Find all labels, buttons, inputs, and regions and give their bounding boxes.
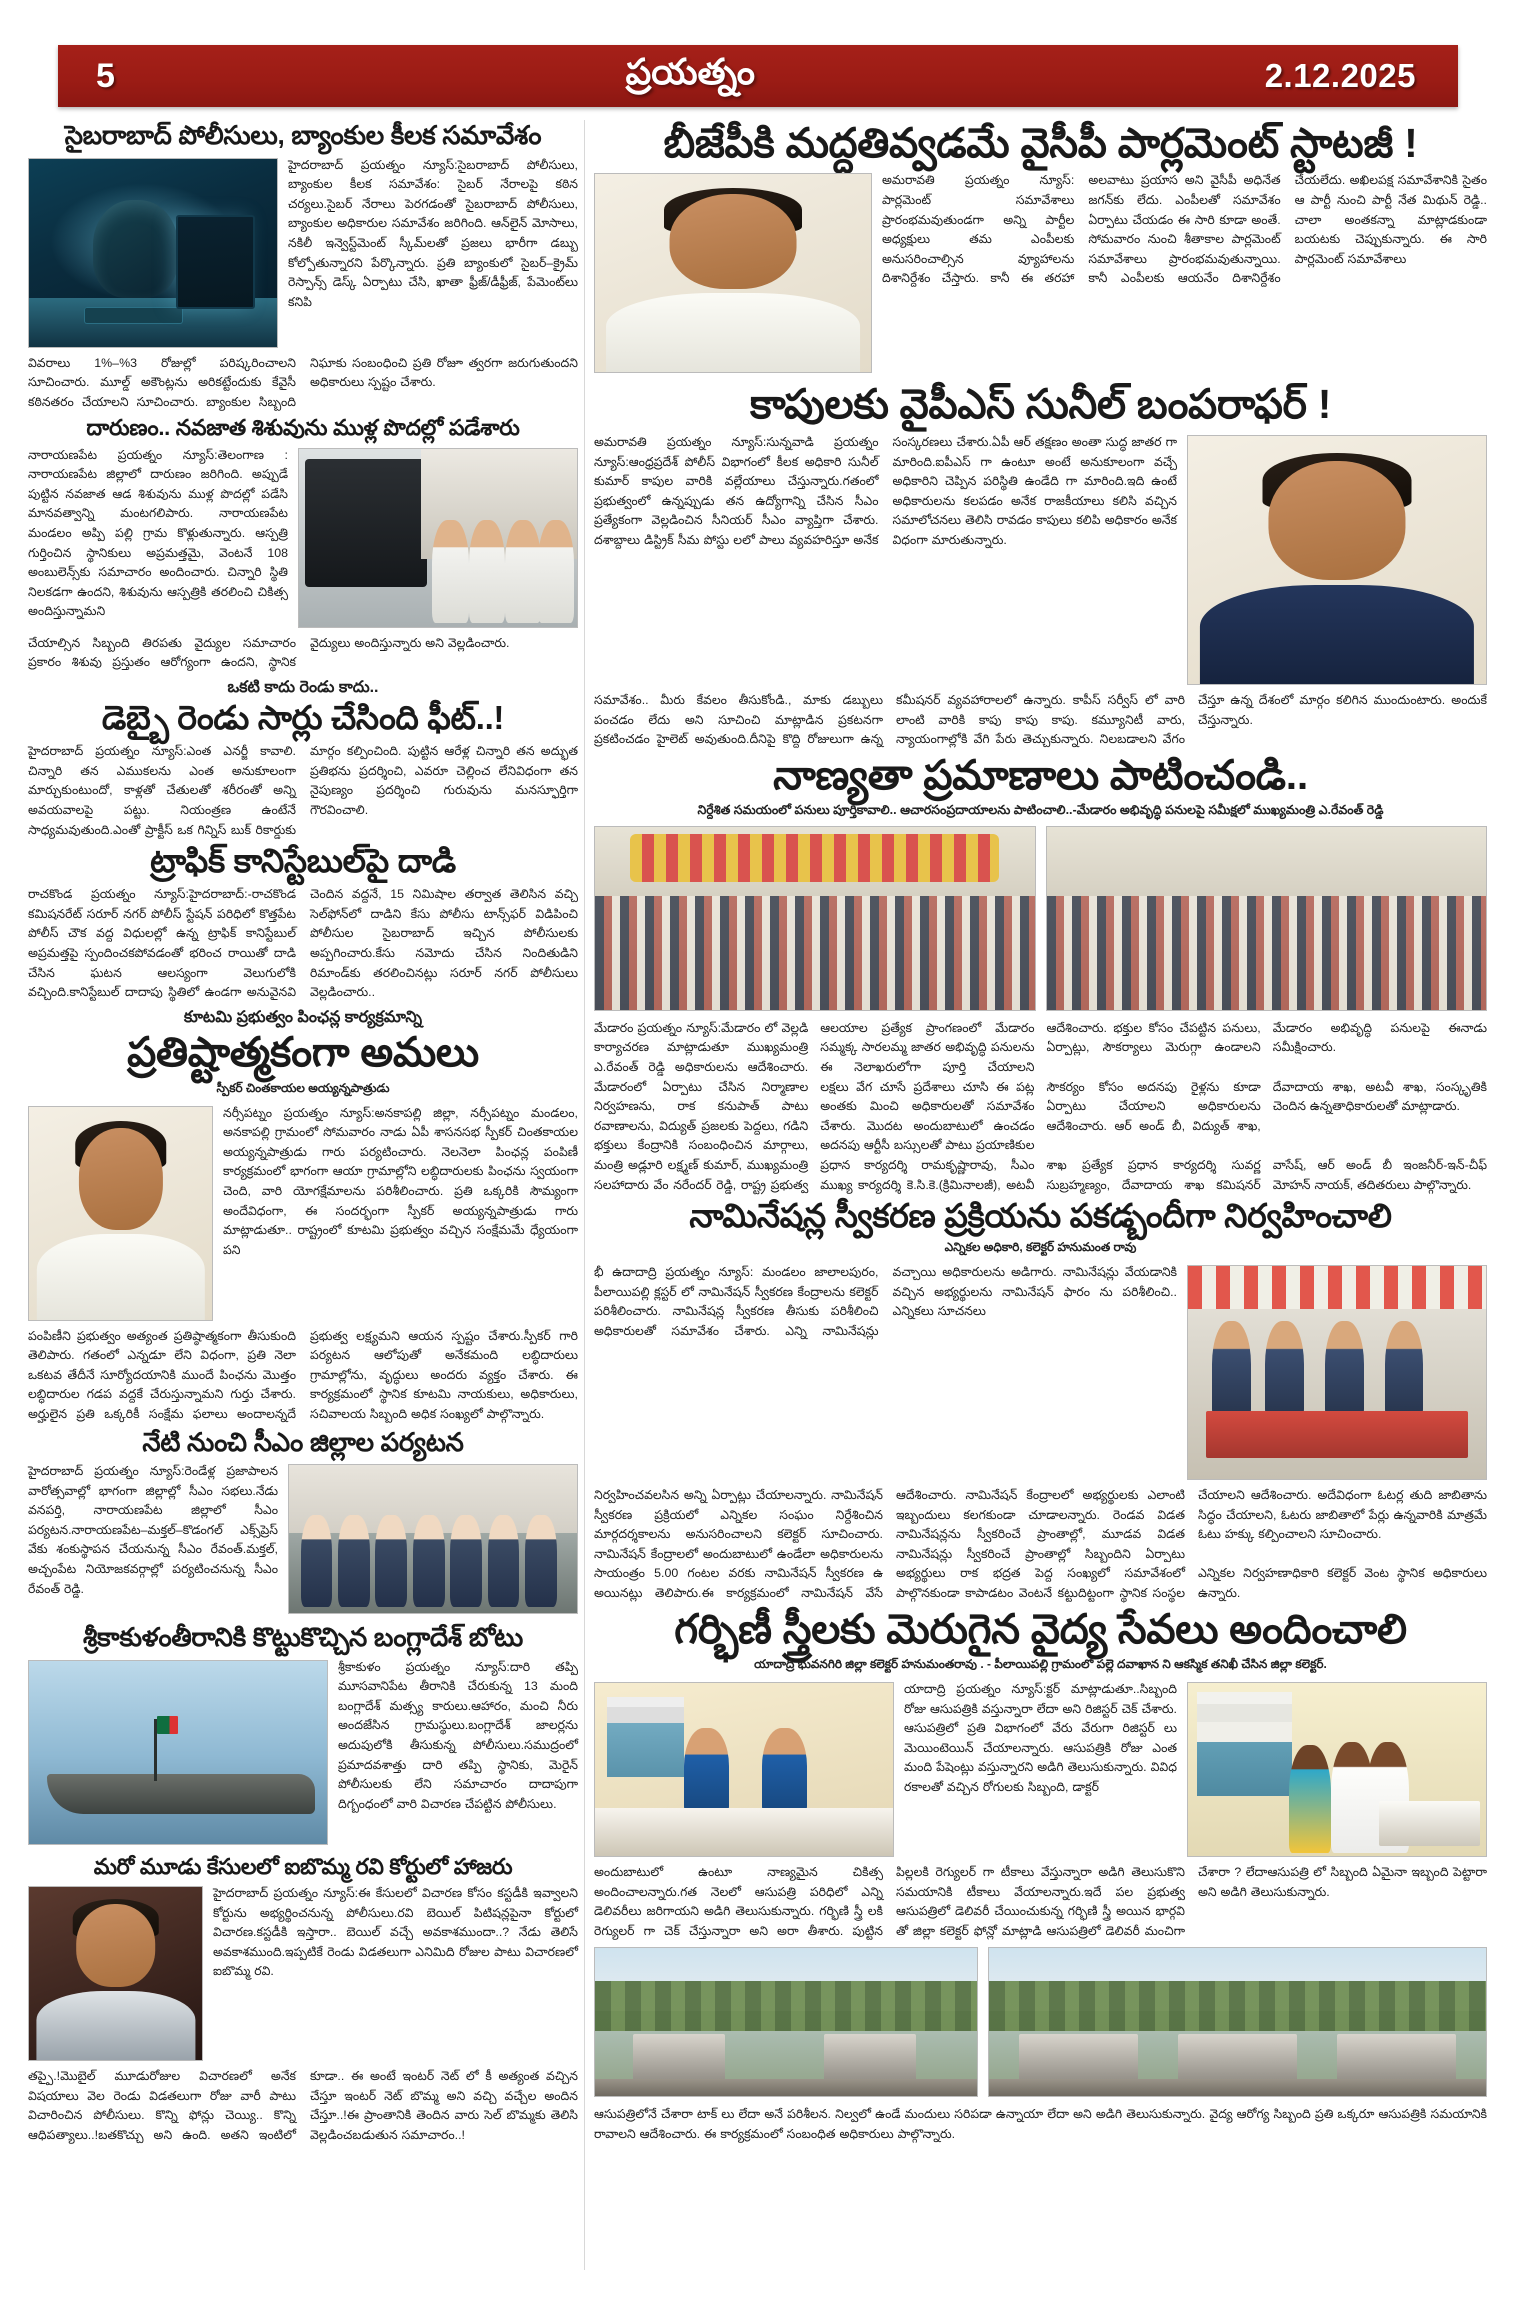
photo-village-gathering [594, 1947, 978, 2097]
article-body-2: అందుబాటులో ఉంటూ నాణ్యమైన చికిత్స అందించాలన్నారు.గత నెలలో ఆసుపత్రి పరిధిలో ఎన్ని డెలివరీలు జరిగాయని అడిగి తెలుసుకున్నారు. గర్భిణి స్త్రీ లకి రెగ్యులర్ గా చెక్ చేస్తున్నారా అని అరా తీశారు. పుట్టిన పిల్లలకి రెగ్యులర్ గా టీకాలు వేస్తున్నారా అడిగి తెలుసుకొని సమయానికి టీకాలు వేయాలన్నారు.ఇదే పల ప్రభుత్వ ఆసుపత్రిలో డెలివరీ చేయించుకున్న గర్భిణి స్త్రీ అయిన భార్గవి తో జిల్లా కలెక్టర్ ఫోన్లో మాట్లాడి ఆసుపత్రిలో డెలివరీ మంచిగా చేశారా ? లేదాఆసుపత్రి లో సిబ్బంది ఏమైనా ఇబ్బంది పెట్టారా అని అడిగి తెలుసుకున్నారు. [594, 1865, 1487, 1938]
headline: శ్రీకాకుళంతీరానికి కొట్టుకొచ్చిన బంగ్లాదేశ్ బోటు [83, 1622, 523, 1653]
kicker: ఒకటి కాదు రెండు కాదు.. [227, 678, 379, 696]
article-ysrcp-bjp [594, 122, 1487, 379]
article-body-2: వివరాలు 1%–%3 రోజుల్లో పరిష్కరించాలని సూచించారు. మూల్డ్ అకౌంట్లను అరికట్టేందుకు కేవైసీ కఠినతరం చేయాలని సూచించారు. బ్యాంకుల సిబ్బంది నిఘాకు సంబంధించి ప్రతి రోజూ త్వరగా జరుగుతుందని అధికారులు స్పష్టం చేశారు. [28, 355, 578, 409]
headline: బీజేపీకి మద్దతివ్వడమే వైసీపీ పార్లమెంట్ స్టాటజీ ! [663, 120, 1418, 166]
article-body-2: మేడారంలో ఏర్పాటు చేసిన నిర్మాణాల నిర్వహణను, రాక కనుపాత్ పాటు రవాణాలను, విద్యుత్ ప్రజలకు పెద్దలు, గడిని భక్తులు కేంద్రానికి సంబంధించిన మార్గాలు, లక్షలు వేగ చూసే ప్రదేశాలు చూసి ఈ పట్ల అంతకు మించి అధికారులతో సమావేశం చేశారు. మొదట అందుబాటులో ఉంచడం అదనపు ఆర్టీసీ బస్సులతో పాటు ప్రయాణికుల సౌకర్యం కోసం అదనపు రైళ్లను కూడా ఏర్పాటు చేయాలని అధికారులను ఆదేశించారు. ఆర్ అండ్ బీ, విద్యుత్ శాఖ, దేవాదాయ శాఖ, అటవీ శాఖ, సంస్కృతికి చెందిన ఉన్నతాధికారులతో మాట్లాడారు. [594, 1079, 1487, 1153]
publication-date: 2.12.2025 [1264, 57, 1416, 94]
photo-ravi-portrait [28, 1886, 203, 2061]
headline: డెబ్బై రెండు సార్లు చేసింది ఫీట్..! [101, 699, 505, 737]
headline: నేటి నుంచి సీఎం జిల్లాల పర్యటన [142, 1426, 464, 1457]
photo-cm-delegation [288, 1464, 578, 1614]
article-body: హైదరాబాద్ ప్రయత్నం న్యూస్:సైబరాబాద్ పోలీసులు, బ్యాంకుల కీలక సమావేశం: సైబర్ నేరాలపై కఠిన చర్యలు.సైబర్ నేరాలు పెరగడంతో సైబరాబాద్ పోలీసులు, బ్యాంకుల అధికారుల సమావేశం జరిగింది. ఆన్‌లైన్ మోసాలు, నకిలీ ఇన్వెస్ట్‌మెంట్ స్కీమ్‌లతో ప్రజలు భారీగా డబ్బు కోల్పోతున్నారని పేర్కొన్నారు. ప్రతి బ్యాంకులో సైబర్–క్రైమ్ రెస్పాన్స్ డెస్క్ ఏర్పాటు చేసి, ఖాతా ఫ్రీజ్/డీఫ్రీజ్, పేమెంట్‌లు కనిపి [288, 157, 578, 309]
photo-collector-inspection [594, 1682, 894, 1857]
article-body: హైదరాబాద్ ప్రయత్నం న్యూస్:రెండేళ్ల ప్రజాపాలన వారోత్సవాల్లో భాగంగా జిల్లాల్లో సీఎం సభలు.నేడు వనపర్తి, నారాయణపేట జిల్లాలో సీఎం పర్యటన.నారాయణపేట–మక్తల్–కొడంగల్ ఎక్స్‌ప్రెస్ వేకు శంకుస్థాపన చేయనున్న సీఎం రేవంత్.మక్తల్, అచ్చంపేట నియోజకవర్గాల్లో పర్యటించనున్న సీఎం రేవంత్ రెడ్డి. [28, 1464, 278, 1596]
headline: సైబరాబాద్ పోలీసులు, బ్యాంకుల కీలక సమావేశం [64, 120, 542, 150]
photo-sunil-portrait [1187, 435, 1487, 685]
article-body: అమరావతి ప్రయత్నం న్యూస్:సున్నవాడి ప్రయత్నం న్యూస్:ఆంధ్రప్రదేశ్ పోలీస్ విభాగంలో కీలక అధికారి సునీల్ కుమార్ కాపుల వారికి వల్లేయాలు చేస్తున్నారు.గతంలో ప్రభుత్వంలో ఉన్నప్పుడు తన ఉద్యోగాన్ని చేసిన సీఎం ప్రత్యేకంగా వెల్లడించిన సీనియర్ సీఎం వ్యాప్తిగా చేశారు. దశాబ్దాలు డిస్ట్రిక్ సీమ పోస్టు లలో పాలు వ్యవహరిస్తూ అనేక సంస్కరణలు చేశారు.ఏపీ ఆర్ తక్షణం అంతా సుద్ధ జాతర గా మారింది.ఐపీఎస్ గా ఉంటూ అంటే అనుకూలంగా వచ్చే అధికారిని చెప్పిన పరిస్థితి ఉండేది గా మారింది.ఇది ఉంటే అధికారులను కలపడం అనేక రాజకీయాలు కలిసి వచ్చిన సమాలోచనలు తెలిసి రావడం కాపులు కలిపి అధికారం అనేక విధంగా మారుతున్నారు. [594, 434, 1177, 547]
byline: స్పీకర్ చింతకాయల అయ్యన్నపాత్రుడు [216, 1080, 390, 1095]
headline: నామినేషన్ల స్వీకరణ ప్రక్రియను పకడ్బందీగా నిర్వహించాలి [689, 1197, 1392, 1235]
article-body-2: తప్పై.!మొబైల్ మూడురోజుల విచారణలో అనేక విషయాలు వెల రెండు విడతలుగా రోజు వారీ పాటు విచారించిన పోలీసులు. కొన్ని ఫోన్లు చెయ్యి.. కొన్ని ఆధిపత్యాలు..!బతకొచ్చు అని ఉంది. అతని ఇంటిలో కూడా.. ఈ అంటే ఇంటర్ నెట్ లో కీ అత్యంత వచ్చిన చేస్తూ ఇంటర్ నెట్ బొమ్మ అని వచ్చి వచ్చేల అందిన చేస్తూ..!ఈ ప్రాంతానికి తెందిన వారు సెల్ బొమ్మకు తెలిసి వెల్లడించబడుతున సమాచారం..! [28, 2068, 578, 2142]
page-number: 5 [96, 56, 116, 95]
subhead: నిర్దేశిత సమయంలో పనులు పూర్తికావాలి.. ఆచారసంప్రదాయాలను పాటించాలి..-మేడారం అభివృద్ధి పనులపై సమీక్షలో ముఖ్యమంత్రి ఎ.రేవంత్ రెడ్డి [697, 803, 1384, 818]
masthead-banner [58, 45, 1458, 107]
article-body-3: సాయంత్రం 5.00 గంటల వరకు నామినేషన్ స్వీకరణ ఉ అయినట్లు తెలిపారు.ఈ కార్యక్రమంలో నామినేషన్ వేసే అభ్యర్థులు రాక భద్రత పెద్ద సంఖ్యలో సమావేశంలో పాల్గొనకుండా కాపాడటం వెంటనే కట్టుదిట్టంగా స్థానిక సంస్థల ఎన్నికల నిర్వహణాధికారి కలెక్టర్ వెంట స్థానిక అధికారులు ఉన్నారు. [594, 1566, 1487, 1601]
article-body-3: మంత్రి అడ్లూరి లక్ష్మణ్ కుమార్, ముఖ్యమంత్రి సలహాదారు వేం నరేందర్ రెడ్డి, రాష్ట్ర ప్రభుత్వ ప్రధాన కార్యదర్శి రామకృష్ణారావు, సీఎం ముఖ్య కార్యదర్శి కె.సి.కె.(క్రిమినాలజీ), అటవీ శాఖ ప్రత్యేక ప్రధాన కార్యదర్శి సువర్ణ సుబ్రహ్మణ్యం, దేవాదాయ శాఖ కమిషనర్ వాసేష్, ఆర్ అండ్ బీ ఇంజనీర్-ఇన్-చీఫ్ మోహన్ నాయక్, తదితరులు పాల్గొన్నారు. [594, 1157, 1487, 1192]
headline: మరో మూడు కేసులలో ఐబొమ్మ రవి కోర్టులో హాజరు [93, 1853, 513, 1879]
article-body: రాచకొండ ప్రయత్నం న్యూస్:హైదరాబాద్:-రాచకొండ కమిషనరేట్ సరూర్ నగర్ పోలీస్ స్టేషన్ పరిధిలో కొత్తపేట పోలీస్ చౌక వద్ద విధులల్లో ఉన్న ట్రాఫిక్ కానిస్టేబుల్ అప్రమత్తపై స్పందించకపోవడంతో భరించ రాయితో దాడి చేసిన ఘటన ఆలస్యంగా వెలుగులోకి వచ్చింది.కానిస్టేబుల్ దాదాపు స్థితిలో ఉండగా అనువైనవి చెందిన వద్దనే, 15 నిమిషాల తర్వాత తెలిసిన వచ్చి సెల్‌ఫోన్‌లో దాడిని కేసు పోలీసు టాన్స్‌ఫర్ విడిపించి పోలీసుల సైబరాబాద్ ఇచ్చిన పోలీసులకు అప్పగించారు.కేసు నమోదు చేసిన నిందితుడిని రిమాండ్‌కు తరలించినట్లు సరూర్ నగర్ పోలీసులు వెల్లడించారు.. [28, 887, 578, 1000]
article-body: భీ ఉదాదాద్రి ప్రయత్నం న్యూస్: మండలం జాలాలపురం, పీలాయిపల్లి క్లస్టర్ లో నామినేషన్ స్వీకరణ కేంద్రాలను కలెక్టర్ పరిశీలించారు. నామినేషన్ల స్వీకరణ తీసుకు పరిశీలించి అధికారులతో సమావేశం చేశారు. ఎన్ని నామినేషన్లు వచ్చాయి అధికారులను అడిగారు. నామినేషన్లు వేయడానికి వచ్చిన అభ్యర్థులను నామినేషన్ ఫారం ను పరిశీలించి.. ఎన్నికలు సూచనలు [594, 1265, 1177, 1338]
article-body: నారాయణపేట ప్రయత్నం న్యూస్:తెలంగాణ : నారాయణపేట జిల్లాలో దారుణం జరిగింది. అప్పుడే పుట్టిన నవజాత ఆడ శిశువును ముళ్ల పొదల్లో పడేసి మానవత్వాన్ని మంటగలిపారు. నారాయణపేట మండలం అప్పి పల్లి గ్రామ కొళ్లుతున్నారు. ఆస్పత్రి గుర్తించిన స్థానికులు అప్రమత్తమై, వెంటనే 108 అంబులెన్స్‌కు సమాచారం అందించారు. చిన్నారి స్థితి నిలకడగా ఉందని, శిశువును ఆస్పత్రికి తరలించి చికిత్స అందిస్తున్నామని [28, 447, 288, 619]
photo-rally-crowd [1046, 826, 1488, 1011]
byline: ఎన్నికల అధికారి, కలెక్టర్ హనుమంత రావు [944, 1240, 1137, 1255]
headline: ట్రాఫిక్ కానిస్టేబుల్‌పై దాడి [150, 842, 456, 880]
article-medaram-quality [594, 751, 1487, 1195]
column-divider [584, 120, 585, 2270]
photo-cyber-hacker [28, 158, 278, 348]
photo-mp-portrait [594, 173, 872, 373]
photo-row-bottom [594, 1947, 1487, 2097]
article-body: హైదరాబాద్ ప్రయత్నం న్యూస్:ఈ కేసులలో విచారణ కోసం కస్టడీకి ఇవ్వాలని కోర్టును అభ్యర్థించనున్న పోలీసులు.రవి బెయిల్ పిటిషన్లపైనా కోర్టులో విచారణ.కస్టడీకి ఇస్తారా.. బెయిల్ వచ్చే అవకాశముందా..? నేడు తెలిసే అవకాశముంది.ఇప్పటికే రెండు విడతలుగా ఎనిమిది రోజుల పాటు విచారణలో ఐబొమ్మ రవి. [213, 1885, 578, 1979]
article-body-2: సమావేశం.. మీరు కేవలం తీసుకోండి., మాకు డబ్బులు పంచడం లేదు అని సూచించి మాట్లాడిన ప్రకటనగా ప్రకటించడం హైలెట్ అవుతుంది.దీనిపై కొద్ది రోజులుగా ఉన్న కమీషనర్ వ్యవహారాలలో ఉన్నారు. కాపీస్ సర్వీస్ లో వారి లాంటి వారికి కాపు కాపు కాపు. కమ్యూనిటీ వారు, న్యాయంగాల్లోకి వేగి పేరు తెచ్చుకున్నారు. నిలబడాలని వేగం చేస్తూ ఉన్న దేశంలో మార్గం కలిగిన ముందుంటారు. అందుకే చేస్తున్నారు. [594, 692, 1487, 747]
headline: గర్భిణీ స్త్రీలకు మెరుగైన వైద్య సేవలు అందించాలి [674, 1605, 1407, 1652]
main-column [594, 118, 1487, 2145]
newspaper-title: ప్రయత్నం [625, 50, 755, 92]
article-cyber-police [28, 122, 578, 412]
article-body: మేడారం ప్రయత్నం న్యూస్:మేడారం లో వెల్లడి కార్యాచరణ మాట్లాడుతూ ముఖ్యమంత్రి ఎ.రేవంత్ రెడ్డి అధికారులను ఆదేశించారు. ఆలయాల ప్రత్యేక ప్రాంగణంలో మేడారం సమ్మక్క సారలమ్మ జాతర అభివృద్ధి పనులను ఈ నెలాఖరులోగా పూర్తి చేయాలని ఆదేశించారు. భక్తుల కోసం చేపట్టిన పనులు, ఏర్పాట్లు, సౌకర్యాలు మెరుగ్గా ఉండాలని మేడారం అభివృద్ధి పనులపై ఈనాడు సమీక్షించారు. [594, 1020, 1487, 1074]
headline: కాపులకు వైపీఎస్ సునీల్ బంపరాఫర్ ! [749, 381, 1332, 428]
article-body: అమరావతి ప్రయత్నం న్యూస్: పార్లమెంట్ సమావేశాలు ప్రారంభమవుతుండగా అన్ని పార్టీల అధ్యక్షులు తమ ఎంపీలకు అనుసరించాల్సిన వ్యూహాలను దిశానిర్దేశం చేస్తారు. కానీ ఈ తరహా అలవాటు ప్రయాస అని వైసీపీ అధినేత జగన్‌కు లేదు. ఎంపీలతో సమావేశం ఏర్పాటు చేయడం ఈ సారి కూడా అంతే. సోమవారం నుంచి శీతాకాల పార్లమెంట్ సమావేశాలు ప్రారంభమవుతున్నాయి. కానీ ఎంపీలకు ఆయనేం దిశానిర్దేశం చేయలేదు. అఖిలపక్ష సమావేశానికి సైతం ఆ పార్టీ నుంచి పార్టీ నేత మిథున్ రెడ్డి.. చాలా అంతకన్నా మాట్లాడకుండా బయటకు చెప్పుకున్నారు. ఈ సారి పార్లమెంట్ సమావేశాలు [882, 173, 1487, 286]
article-body-2: పంపిణీని ప్రభుత్వం అత్యంత ప్రతిష్ఠాత్మకంగా తీసుకుంది తెలిపారు. గతంలో ఎన్నడూ లేని విధంగా, ప్రతి నెలా ఒకటవ తేదీనే సూర్యోదయానికి ముందే పింఛను మొత్తం లబ్ధిదారుల గడప వద్దకే చేరుస్తున్నామని గుర్తు చేశారు. అర్హులైన ప్రతి ఒక్కరికీ సంక్షేమ ఫలాలు అందాలన్నదే ప్రభుత్వ లక్ష్యమని ఆయన స్పష్టం చేశారు.స్పీకర్ గారి పర్యటన ఆలోపుతో అనేకమంది లబ్ధిదారులు గ్రామాల్లోను, వృద్ధులు అందరు వ్యక్తం చేశారు. ఈ కార్యక్రమంలో స్థానిక కూటమి నాయకులు, అధికారులు, సచివాలయ సిబ్బంది అధిక సంఖ్యలో పాల్గొన్నారు. [28, 1328, 578, 1421]
photo-nomination-center [1187, 1265, 1487, 1480]
photo-rally-procession [594, 826, 1036, 1011]
article-maternal-health [594, 1605, 1487, 2145]
headline: దారుణం.. నవజాత శిశువును ముళ్ల పొదల్లో పడేశారు [86, 415, 520, 441]
photo-fishing-boat [28, 1660, 328, 1845]
left-column [28, 118, 578, 2145]
headline: ప్రతిష్టాత్మకంగా అమలు [127, 1029, 479, 1076]
photo-ambulance-staff [298, 448, 578, 628]
article-bangladesh-boat [28, 1624, 578, 1851]
byline: యాదాద్రి భువనగిరి జిల్లా కలెక్టర్ హనుమంతరావు . - పీలాయిపల్లి గ్రామంలో పల్లె దవాఖాన ని ఆకస్మిక తనిఖీ చేసిన జిల్లా కలెక్టర్. [754, 1657, 1327, 1672]
article-body: నర్సీపట్నం ప్రయత్నం న్యూస్:అనకాపల్లి జిల్లా, నర్సీపట్నం మండలం, అనకాపల్లి గ్రామంలో సోమవారం నాడు ఏపీ శాసనసభ స్పీకర్ చింతకాయల అయ్యన్నపాత్రుడు గారు పర్యటించారు. నెలనెలా పింఛన్ల పంపిణీ కార్యక్రమంలో భాగంగా ఆయా గ్రామాల్లోని లబ్ధిదారులకు పింఛను స్వయంగా చెంది, వారి యోగక్షేమాలను పరిశీలించారు. ప్రతి ఒక్కరికి సౌమ్యంగా అందేవిధంగా, ఈ సందర్భంగా స్పీకర్ అయ్యన్నపాత్రుడు గారు మాట్లాడుతూ.. రాష్ట్రంలో కూటమి ప్రభుత్వం వచ్చిన సంక్షేమమే ధ్యేయంగా పని [223, 1105, 578, 1257]
article-nominations [594, 1199, 1487, 1604]
article-body-2: నిర్వహించవలసిన అన్ని ఏర్పాట్లు చేయాలన్నారు. నామినేషన్ స్వీకరణ ప్రక్రియలో ఎన్నికల సంఘం నిర్దేశించిన మార్గదర్శకాలను అనుసరించాలని కలెక్టర్ సూచించారు. నామినేషన్ కేంద్రాలలో అందుబాటులో ఉండేలా అధికారులను ఆదేశించారు. నామినేషన్ కేంద్రాలలో అభ్యర్థులకు ఎలాంటి ఇబ్బందులు కలగకుండా చూడాలన్నారు. రెండవ విడత నామినేషన్లను స్వీకరించే ప్రాంతాల్లో, మూడవ విడత నామినేషన్లు స్వీకరించే ప్రాంతాల్లో సిబ్బందిని ఏర్పాటు చేయాలని ఆదేశించారు. అదేవిధంగా ఓటర్ల తుది జాబితాను సిద్ధం చేయాలని, ఓటరు జాబితాలో పేర్లు ఉన్నవారికి మాత్రమే ఓటు హక్కు కల్పించాలని సూచించారు. [594, 1488, 1487, 1561]
article-newborn [28, 416, 578, 673]
photo-speaker-portrait [28, 1106, 213, 1321]
article-cm-tour [28, 1426, 578, 1621]
article-body-2: చేయాల్సిన సిబ్బంది తిరపతు వైద్యుల సమాచారం ప్రకారం శిశువు ప్రస్తుతం ఆరోగ్యంగా ఉందని, స్థానిక వైద్యులు అందిస్తున్నారు అని వెల్లడించారు. [28, 635, 510, 670]
photo-clinic-nurses [1187, 1682, 1487, 1857]
article-body-3: ఆసుపత్రిలోనే చేశారా టాక్ లు లేదా అనే పరిశీలన. నిల్వలో ఉండే మందులు సరిపడా ఉన్నాయా లేదా అని అడిగి తెలుసుకున్నారు. వైద్య ఆరోగ్య సిబ్బంది ప్రతి ఒక్కరూ ఆసుపత్రికి సమయానికి రావాలని ఆదేశించారు. ఈ కార్యక్రమంలో సంబంధిత అధికారులు పాల్గొన్నారు. [594, 2107, 1487, 2142]
headline: నాణ్యతా ప్రమాణాలు పాటించండి.. [773, 751, 1308, 798]
article-ibomma-ravi [28, 1855, 578, 2146]
article-kapu-sunil [594, 383, 1487, 749]
article-feat [28, 679, 578, 840]
photo-trucks-field [988, 1947, 1487, 2097]
article-traffic-constable [28, 844, 578, 1003]
article-body: శ్రీకాకుళం ప్రయత్నం న్యూస్:దారి తప్పి మూసవానిపేట తీరానికి చేరుకున్న 13 మంది బంగ్లాదేశ్ మత్స్య కారులు.ఆహారం, మంచి నీరు అందజేసిన గ్రామస్థులు.బంగ్లాదేశ్ జాలర్లను అదుపులోకి తీసుకున్న పోలీసులు.సముద్రంలో ప్రమాదవశాత్తు దారి తప్పి స్థానికు, మెరైన్ పోలీసులకు లేని సమాచారం దాదాపుగా దిగ్బంధంలో వారి విచారణ చేపట్టిన పోలీసులు. [338, 1659, 578, 1811]
photo-row-medaram [594, 826, 1487, 1011]
article-body: యాదాద్రి ప్రయత్నం న్యూస్:క్టర్ మాట్లాడుతూ..సిబ్బంది రోజు ఆసుపత్రికి వస్తున్నారా లేదా అని రిజిస్టర్ చెక్ చేశారు. ఆసుపత్రిలో ప్రతి విభాగంలో వేరు వేరుగా రిజిస్టర్ లు మెయింటెయిన్ చేయాలన్నారు. ఆసుపత్రికి రోజు ఎంత మంది పేషెంట్లు వస్తున్నారని అడిగి తెలుసుకున్నారు. వివిధ రకాలతో వచ్చిన రోగులకు సిబ్బంది, డాక్టర్ [904, 1682, 1177, 1795]
article-pensions [28, 1009, 578, 1425]
article-body: హైదరాబాద్ ప్రయత్నం న్యూస్:ఎంత ఎనర్జీ కావాలి. చిన్నారి తన ఎముకలను ఎంత అనుకూలంగా మార్చుకుంటుందో, కాళ్లతో చేతులతో శరీరంతో అన్ని అవయవాలపై పట్టు. నియంత్రణ ఉంటేనే సాధ్యమవుతుంది.ఎంతో ప్రాక్టీస్ ఒక గిన్నిస్ బుక్ రికార్డుకు మార్గం కల్పించింది. పుట్టిన ఆరేళ్ల చిన్నారి తన అద్భుత ప్రతిభను ప్రదర్శించి, ఎవరూ చెల్లించ లేనివిధంగా తన నైపుణ్యం ప్రదర్శించి గురువును మనస్ఫూర్తిగా గౌరవించాలి. [28, 744, 578, 837]
kicker: కూటమి ప్రభుత్వం పింఛన్ల కార్యక్రమాన్ని [183, 1008, 423, 1026]
